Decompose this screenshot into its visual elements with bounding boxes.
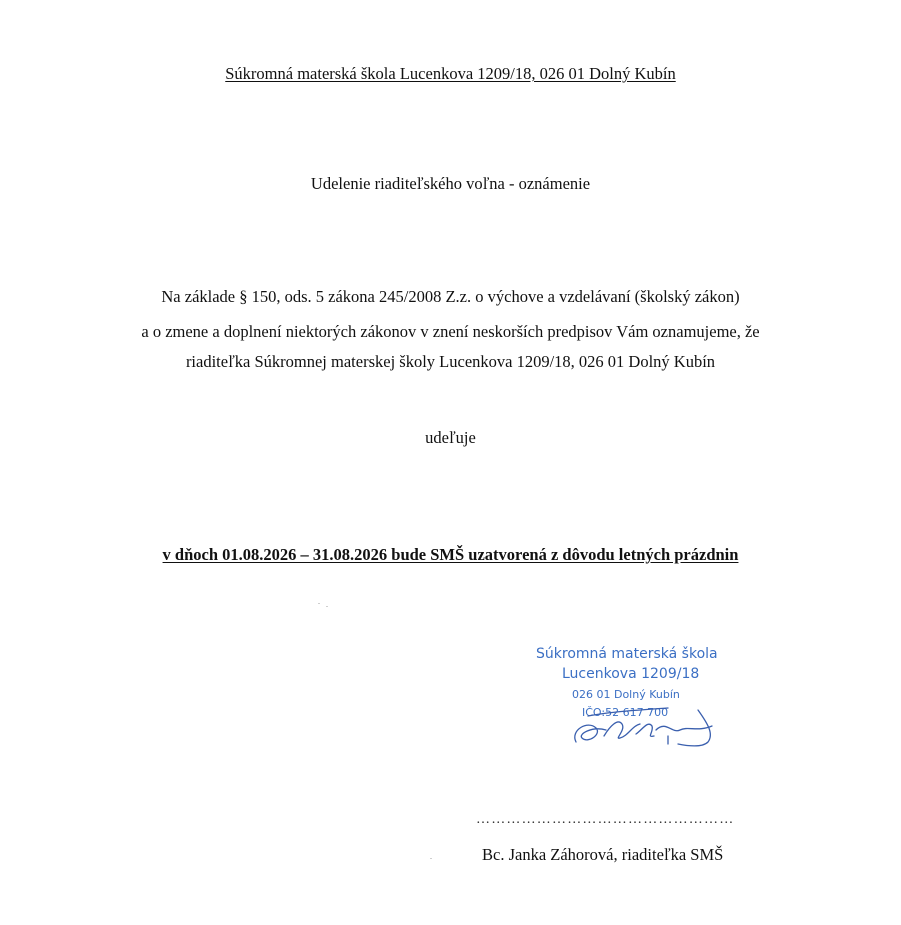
scan-speck <box>318 603 320 604</box>
signer-name: Bc. Janka Záhorová, riaditeľka SMŠ <box>482 845 724 864</box>
scan-speck <box>430 858 432 859</box>
grant-word: udeľuje <box>425 428 476 447</box>
handwritten-signature <box>548 690 728 750</box>
stamp-line-2: Lucenkova 1209/18 <box>562 666 700 682</box>
signature-line: …………………………………………… <box>476 812 735 827</box>
school-header: Súkromná materská škola Lucenkova 1209/18, 026 01 Dolný Kubín <box>225 64 676 83</box>
scan-speck <box>326 606 328 607</box>
stamp-line-1: Súkromná materská škola <box>536 646 718 662</box>
body-line-3: riaditeľka Súkromnej materskej školy Lucenkova 1209/18, 026 01 Dolný Kubín <box>185 352 716 371</box>
body-line-2: a o zmene a doplnení niektorých zákonov v znení neskorších predpisov Vám oznamujeme, že <box>141 322 760 341</box>
stamp-line-3: 026 01 Dolný Kubín <box>572 688 680 701</box>
body-line-1: Na základe § 150, ods. 5 zákona 245/2008 Z.z. o výchove a vzdelávaní (školský zákon) <box>161 287 740 306</box>
closure-notice: v dňoch 01.08.2026 – 31.08.2026 bude SMŠ uzatvorená z dôvodu letných prázdnin <box>162 545 739 564</box>
document-title: Udelenie riaditeľského voľna - oznámenie <box>310 174 591 193</box>
stamp-line-4: IČO:52 617 700 <box>582 706 669 719</box>
